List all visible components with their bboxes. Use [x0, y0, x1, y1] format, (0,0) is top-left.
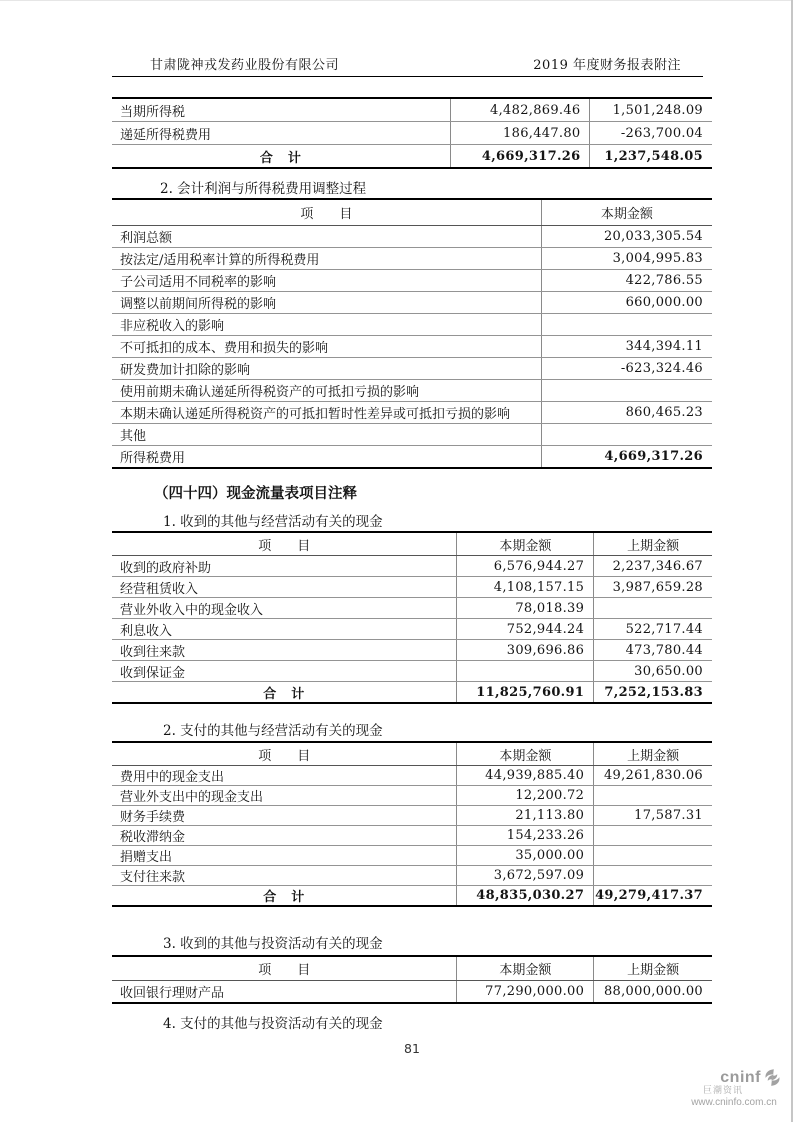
item-label: 利润总额 — [112, 226, 541, 248]
item-label: 按法定/适用税率计算的所得税费用 — [112, 248, 541, 270]
amount-cell: 17,587.31 — [594, 806, 712, 826]
subsection-heading-cash3: 3. 收到的其他与投资活动有关的现金 — [163, 936, 383, 952]
item-label: 研发费加计扣除的影响 — [112, 358, 541, 380]
watermark-url: www.cninfo.com.cn — [691, 1096, 777, 1108]
item-label: 调整以前期间所得税的影响 — [112, 292, 541, 314]
amount-cell: 522,717.44 — [594, 619, 712, 640]
item-label: 不可抵扣的成本、费用和损失的影响 — [112, 336, 541, 358]
amount-cell: -263,700.04 — [590, 122, 712, 145]
section-heading-adjustment: 2. 会计利润与所得税费用调整过程 — [160, 181, 367, 197]
running-header — [112, 54, 703, 73]
table-row — [112, 826, 712, 846]
item-label: 非应税收入的影响 — [112, 314, 541, 336]
table-row — [112, 766, 712, 786]
table-row — [112, 640, 712, 661]
amount-cell: 344,394.11 — [541, 336, 712, 358]
amount-cell — [457, 661, 594, 682]
amount-cell: 2,237,346.67 — [594, 556, 712, 577]
table-row — [112, 598, 712, 619]
amount-cell: 473,780.44 — [594, 640, 712, 661]
item-label: 合 计 — [263, 890, 306, 905]
item-label: 捐赠支出 — [112, 846, 457, 866]
column-header: 上期金额 — [594, 956, 712, 981]
table-row — [112, 122, 712, 145]
amount-cell: 7,252,153.83 — [594, 682, 712, 704]
column-header: 项 目 — [112, 956, 457, 981]
amount-cell: 11,825,760.91 — [457, 682, 594, 704]
table-header-row — [112, 199, 712, 226]
amount-cell — [594, 786, 712, 806]
table-row — [112, 619, 712, 640]
cninfo-watermark — [679, 1067, 789, 1108]
table-row — [112, 556, 712, 577]
amount-cell: 20,033,305.54 — [541, 226, 712, 248]
amount-cell: 21,113.80 — [457, 806, 594, 826]
table-row — [112, 380, 712, 402]
table-row — [112, 314, 712, 336]
item-label: 合 计 — [263, 686, 306, 702]
amount-cell: 422,786.55 — [541, 270, 712, 292]
amount-cell: 1,237,548.05 — [590, 145, 712, 169]
amount-cell — [594, 866, 712, 886]
amount-cell: 88,000,000.00 — [594, 981, 712, 1004]
item-label: 经营租赁收入 — [112, 577, 457, 598]
table-row — [112, 682, 712, 704]
swirl-logo-icon — [762, 1067, 783, 1088]
cash-paid-operating-table — [112, 741, 712, 907]
item-label: 其他 — [112, 424, 541, 446]
item-label: 收到的政府补助 — [112, 556, 457, 577]
amount-cell: 3,987,659.28 — [594, 577, 712, 598]
subsection-heading-cash1: 1. 收到的其他与经营活动有关的现金 — [163, 514, 383, 530]
table-row — [112, 846, 712, 866]
amount-cell: 35,000.00 — [457, 846, 594, 866]
amount-cell — [594, 598, 712, 619]
amount-cell: 860,465.23 — [541, 402, 712, 424]
table-row — [112, 446, 712, 469]
amount-cell: 186,447.80 — [450, 122, 590, 145]
amount-cell: 30,650.00 — [594, 661, 712, 682]
cash-received-investing-table — [112, 955, 712, 1004]
table-row — [112, 806, 712, 826]
item-label: 收到往来款 — [112, 640, 457, 661]
item-label: 使用前期未确认递延所得税资产的可抵扣亏损的影响 — [112, 380, 541, 402]
income-tax-summary-table — [112, 97, 712, 169]
amount-cell: 77,290,000.00 — [457, 981, 594, 1004]
column-header: 上期金额 — [594, 742, 712, 766]
item-label: 利息收入 — [112, 619, 457, 640]
amount-cell — [594, 846, 712, 866]
column-header: 本期金额 — [457, 532, 594, 556]
item-label: 税收滞纳金 — [112, 826, 457, 846]
amount-cell: 752,944.24 — [457, 619, 594, 640]
page-number: 81 — [404, 1041, 420, 1056]
table-header-row — [112, 956, 712, 981]
table-row — [112, 402, 712, 424]
table-row — [112, 145, 712, 169]
table-row — [112, 248, 712, 270]
table-row — [112, 424, 712, 446]
item-label: 合 计 — [259, 150, 302, 166]
amount-cell: -623,324.46 — [541, 358, 712, 380]
table-row — [112, 358, 712, 380]
amount-cell: 4,482,869.46 — [450, 98, 590, 122]
item-label: 当期所得税 — [112, 98, 450, 122]
amount-cell: 3,672,597.09 — [457, 866, 594, 886]
item-label: 支付往来款 — [112, 866, 457, 886]
column-header: 上期金额 — [594, 532, 712, 556]
amount-cell: 309,696.86 — [457, 640, 594, 661]
amount-cell: 1,501,248.09 — [590, 98, 712, 122]
amount-cell: 78,018.39 — [457, 598, 594, 619]
table-row — [112, 226, 712, 248]
table-row — [112, 786, 712, 806]
amount-cell — [541, 314, 712, 336]
table-row — [112, 981, 712, 1004]
report-title: 2019 年度财务报表附注 — [533, 58, 681, 73]
company-name: 甘肃陇神戎发药业股份有限公司 — [150, 58, 340, 73]
amount-cell: 4,669,317.26 — [450, 145, 590, 169]
column-header: 本期金额 — [457, 956, 594, 981]
item-label: 费用中的现金支出 — [112, 766, 457, 786]
table-row — [112, 866, 712, 886]
column-header: 项 目 — [112, 742, 457, 766]
table-header-row — [112, 532, 712, 556]
amount-cell: 3,004,995.83 — [541, 248, 712, 270]
column-header: 项 目 — [112, 532, 457, 556]
watermark-brand-text: cninf — [720, 1068, 761, 1086]
amount-cell: 44,939,885.40 — [457, 766, 594, 786]
table-row — [112, 661, 712, 682]
profit-tax-adjustment-table — [112, 198, 712, 469]
amount-cell — [594, 826, 712, 846]
column-header: 本期金额 — [457, 742, 594, 766]
amount-cell: 660,000.00 — [541, 292, 712, 314]
table-row — [112, 336, 712, 358]
item-label: 收回银行理财产品 — [120, 986, 225, 1001]
amount-cell: 4,669,317.26 — [541, 446, 712, 469]
column-header: 本期金额 — [541, 199, 712, 226]
table-header-row — [112, 742, 712, 766]
item-label: 营业外收入中的现金收入 — [112, 598, 457, 619]
amount-cell: 4,108,157.15 — [457, 577, 594, 598]
cash-received-operating-table — [112, 531, 712, 704]
item-label: 递延所得税费用 — [112, 122, 450, 145]
table-row — [112, 577, 712, 598]
amount-cell: 12,200.72 — [457, 786, 594, 806]
subsection-heading-cash4: 4. 支付的其他与投资活动有关的现金 — [163, 1016, 383, 1032]
item-label: 营业外支出中的现金支出 — [112, 786, 457, 806]
watermark-chinese-text: 巨潮资讯 — [702, 1085, 743, 1095]
column-header: 项 目 — [112, 199, 541, 226]
table-row — [112, 270, 712, 292]
item-label: 财务手续费 — [112, 806, 457, 826]
item-label: 收到保证金 — [112, 661, 457, 682]
item-label: 子公司适用不同税率的影响 — [112, 270, 541, 292]
amount-cell: 48,835,030.27 — [457, 886, 594, 907]
section-heading-44: （四十四）现金流量表项目注释 — [154, 485, 357, 502]
table-row — [112, 886, 712, 907]
amount-cell: 6,576,944.27 — [457, 556, 594, 577]
amount-cell — [541, 380, 712, 402]
amount-cell: 49,261,830.06 — [594, 766, 712, 786]
item-label: 所得税费用 — [120, 451, 186, 466]
item-label: 本期未确认递延所得税资产的可抵扣暂时性差异或可抵扣亏损的影响 — [112, 402, 541, 424]
table-row — [112, 98, 712, 122]
header-divider — [112, 76, 703, 77]
amount-cell: 154,233.26 — [457, 826, 594, 846]
amount-cell: 49,279,417.37 — [594, 886, 712, 907]
amount-cell — [541, 424, 712, 446]
subsection-heading-cash2: 2. 支付的其他与经营活动有关的现金 — [163, 723, 383, 739]
table-row — [112, 292, 712, 314]
page-edge-top — [0, 0, 793, 1]
